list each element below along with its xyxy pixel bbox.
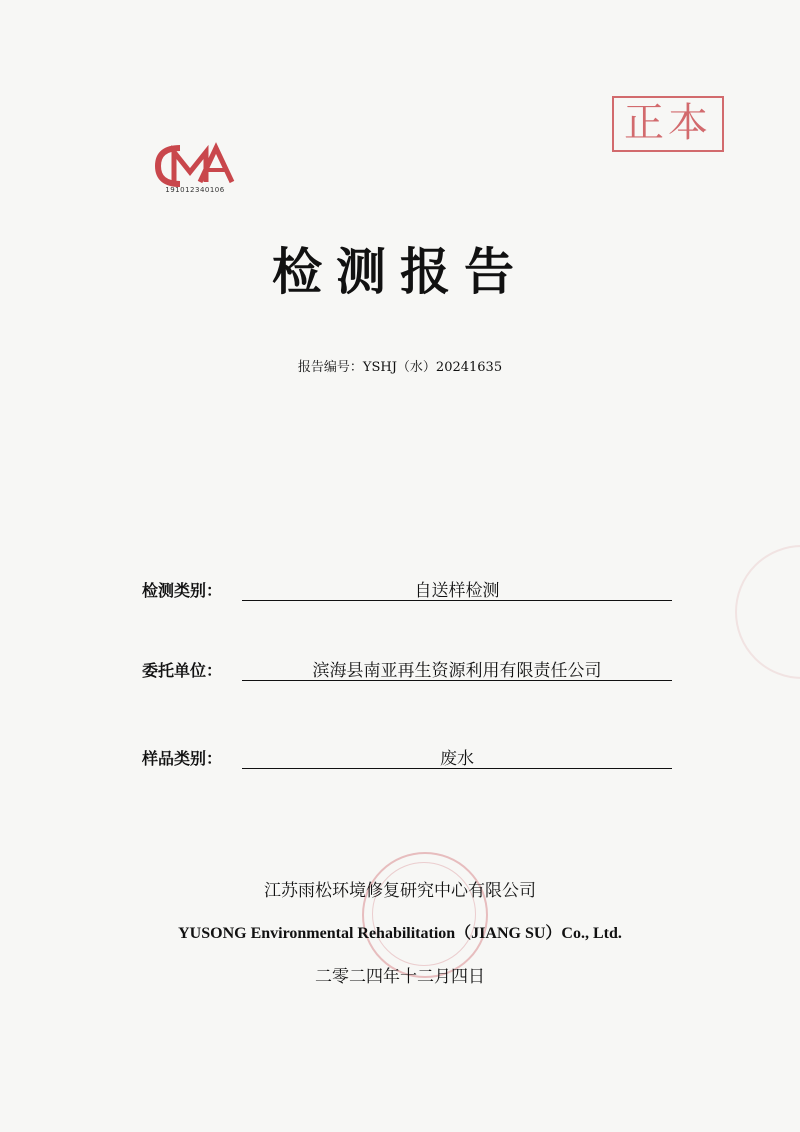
- field-value: 自送样检测: [414, 581, 500, 601]
- report-number: 报告编号：YSHJ（水）20241635: [297, 360, 503, 375]
- field-value: 滨海县南亚再生资源利用有限责任公司: [312, 661, 602, 681]
- field-value: 废水: [440, 749, 474, 769]
- field-label: 委托单位：: [142, 661, 223, 680]
- field-sample-category: [142, 744, 672, 774]
- field-label: 检测类别：: [142, 581, 223, 600]
- field-label: 样品类别：: [142, 749, 223, 768]
- page-title: 检测报告: [272, 243, 528, 301]
- field-client: [142, 656, 672, 686]
- company-name-en: YUSONG Environmental Rehabilitation（JIANG SU）Co., Ltd.: [178, 925, 622, 942]
- field-underline: [242, 680, 672, 681]
- original-copy-stamp: 正本: [612, 96, 724, 152]
- company-name-cn: 江苏雨松环境修复研究中心有限公司: [264, 881, 536, 901]
- cma-number: 191012340106: [165, 186, 225, 194]
- faint-seal-mark: [735, 545, 800, 679]
- field-test-category: [142, 576, 672, 606]
- field-underline: [242, 768, 672, 769]
- report-date: 二零二四年十二月四日: [315, 967, 485, 987]
- field-underline: [242, 600, 672, 601]
